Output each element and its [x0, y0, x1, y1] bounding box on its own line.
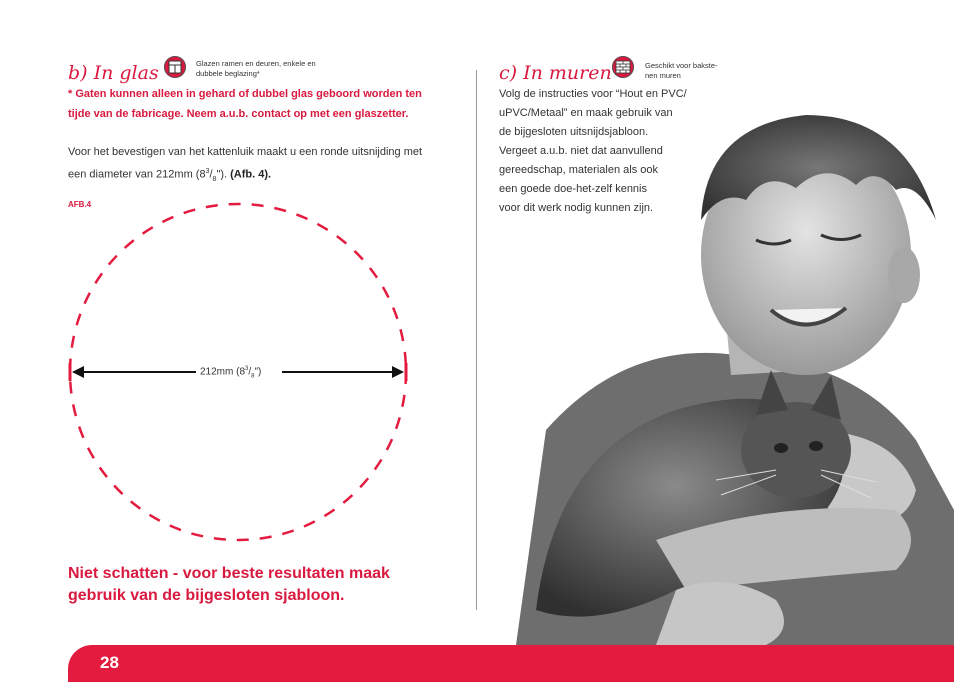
dimension-label: 212mm $(8^3/_8")$ — [200, 366, 262, 380]
brick-wall-icon — [612, 56, 634, 78]
footer-band — [68, 645, 954, 682]
arrow-left-icon — [72, 366, 84, 378]
walls-instructions — [499, 85, 729, 218]
page-number: 28 — [100, 653, 119, 672]
walls-instructions-line: een goede doe-het-zelf kennis — [499, 183, 647, 195]
walls-instructions-line: voor dit werk nodig kunnen zijn. — [499, 202, 654, 214]
glass-instructions: Voor het bevestigen van het kattenluik maakt u een ronde uitsnijding met een diameter van 212mm $(8^3/_8")$. (Afb. 4). — [68, 146, 423, 183]
walls-instructions-line: Volg de instructies voor “Hout en PVC/ — [499, 88, 687, 100]
section-title-glass: b) In glas — [68, 62, 159, 84]
walls-instructions-line: Vergeet a.u.b. niet dat aanvullend — [499, 145, 663, 157]
walls-instructions-line: de bijgesloten uitsnijdsjabloon. — [499, 126, 649, 138]
glass-warning: * Gaten kunnen alleen in gehard of dubbel glas geboord worden ten tijde van de fabricage. Neem a.u.b. contact op met een glaszetter. — [68, 88, 422, 120]
walls-icon-caption: Geschikt voor bakste- nen muren — [645, 61, 718, 80]
section-title-walls: c) In muren — [499, 62, 612, 84]
walls-instructions-line: uPVC/Metaal” en maak gebruik van — [499, 107, 673, 119]
window-icon — [164, 56, 186, 78]
arrow-right-icon — [392, 366, 404, 378]
figure-label: AFB.4 — [68, 200, 92, 209]
walls-instructions-line: gereedschap, materialen als ook — [499, 164, 658, 176]
glass-icon-caption: Glazen ramen en deuren, enkele en dubbele beglazing* — [196, 59, 316, 78]
template-advice: Niet schatten - voor beste resultaten maak gebruik van de bijgesloten sjabloon. — [68, 565, 390, 604]
